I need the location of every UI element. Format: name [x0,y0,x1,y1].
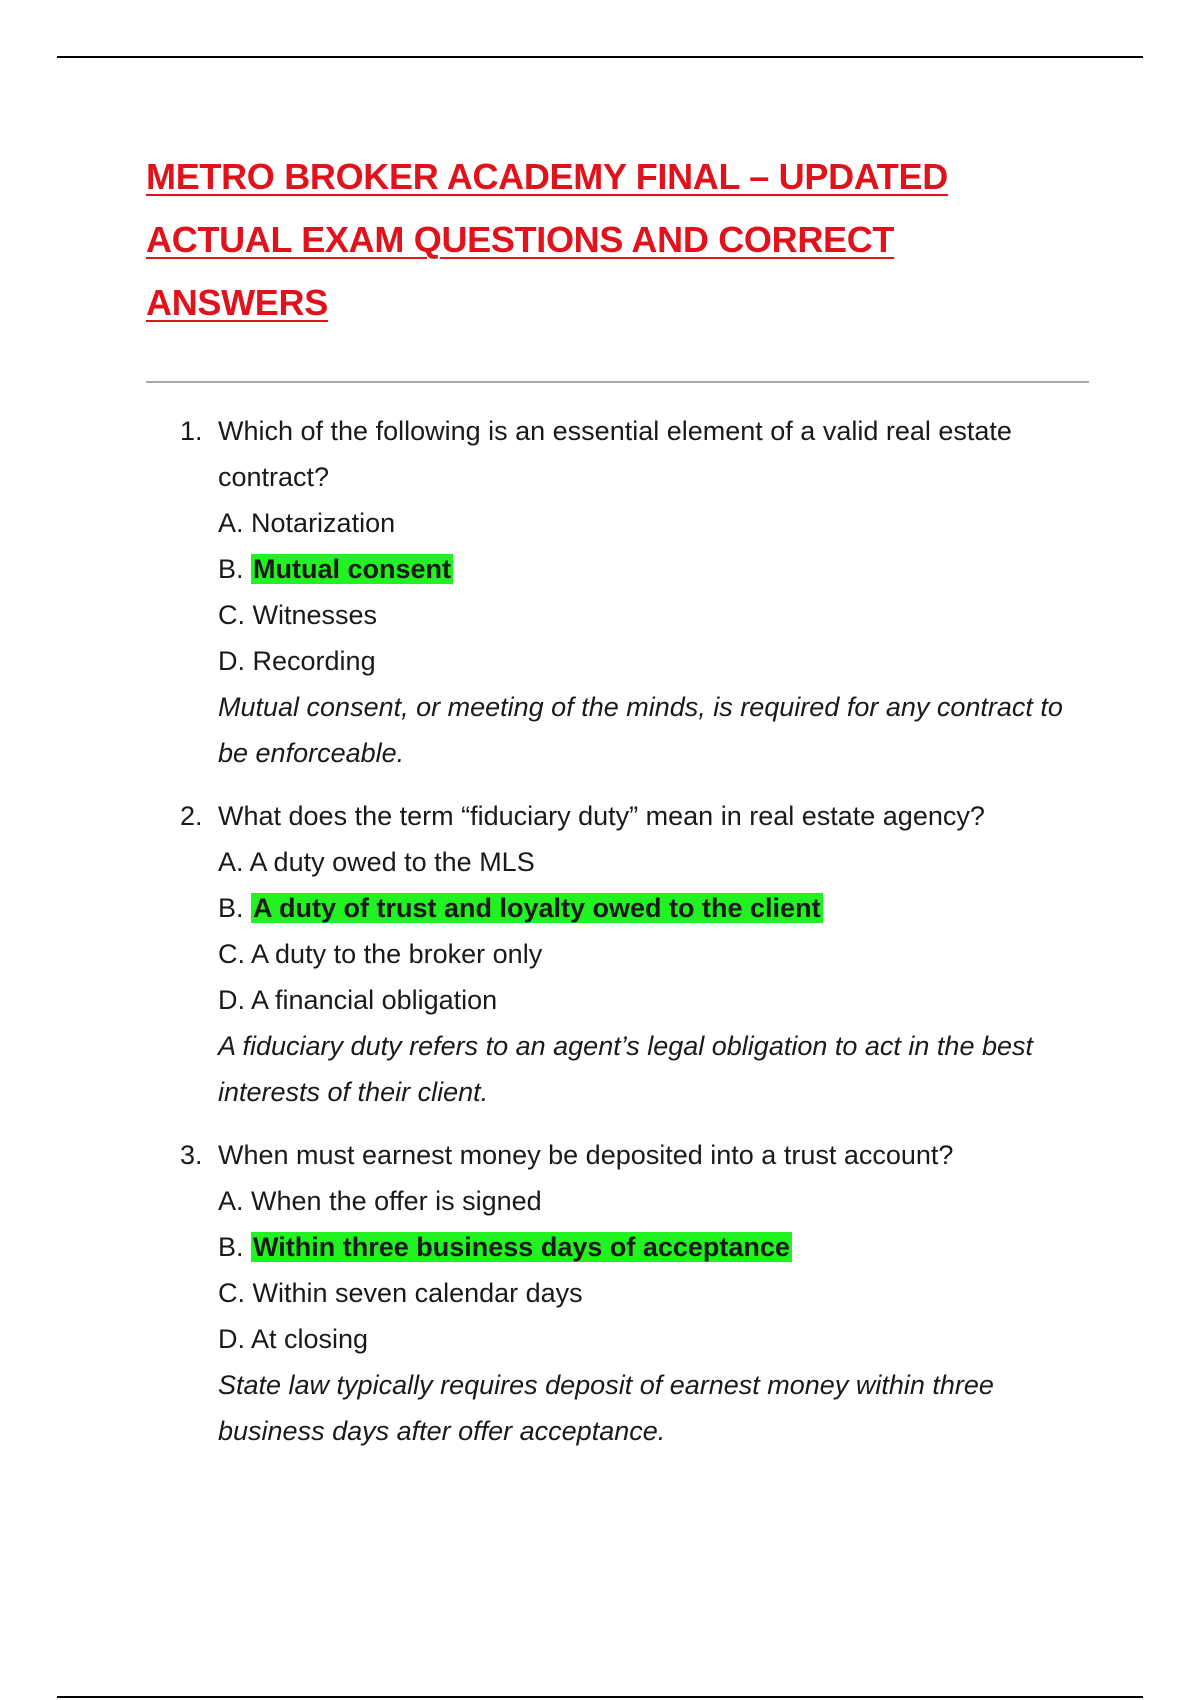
question-3 [146,1132,1096,1454]
title-line-2: ACTUAL EXAM QUESTIONS AND CORRECT [146,219,895,260]
option-a: A. A duty owed to the MLS [218,847,535,877]
correct-answer-highlight: Within three business days of acceptance [253,1232,790,1262]
answer-explanation: State law typically requires deposit of earnest money within three business days after offer acceptance. [218,1370,994,1446]
title-line-3: ANSWERS [146,282,328,323]
option-c: C. A duty to the broker only [218,939,543,969]
question-text: When must earnest money be deposited into a trust account? [218,1140,954,1170]
answer-explanation: Mutual consent, or meeting of the minds, is required for any contract to be enforceable. [218,692,1063,768]
correct-answer-highlight: Mutual consent [253,554,452,584]
question-1 [146,408,1096,776]
page-top-rule [57,56,1143,58]
question-number: 1. [180,416,203,446]
title-line-1: METRO BROKER ACADEMY FINAL – UPDATED [146,156,948,197]
option-d: D. At closing [218,1324,369,1354]
question-list [146,408,1096,1471]
option-d: D. Recording [218,646,376,676]
question-2 [146,793,1096,1115]
page-bottom-rule [57,1696,1143,1698]
title-divider [146,381,1089,383]
question-number: 2. [180,801,203,831]
answer-explanation: A fiduciary duty refers to an agent’s legal obligation to act in the best interests of their client. [218,1031,1033,1107]
question-number: 3. [180,1140,203,1170]
document-title [146,145,1086,334]
option-a: A. When the offer is signed [218,1186,542,1216]
option-b-correct: B. A duty of trust and loyalty owed to the client [218,893,821,923]
question-text: Which of the following is an essential element of a valid real estate contract? [218,416,1012,492]
option-d: D. A financial obligation [218,985,498,1015]
option-b-correct: B. Within three business days of acceptance [218,1232,790,1262]
correct-answer-highlight: A duty of trust and loyalty owed to the client [253,893,821,923]
option-b-correct: B. Mutual consent [218,554,452,584]
option-c: C. Within seven calendar days [218,1278,583,1308]
option-c: C. Witnesses [218,600,378,630]
option-a: A. Notarization [218,508,396,538]
question-text: What does the term “fiduciary duty” mean in real estate agency? [218,801,985,831]
